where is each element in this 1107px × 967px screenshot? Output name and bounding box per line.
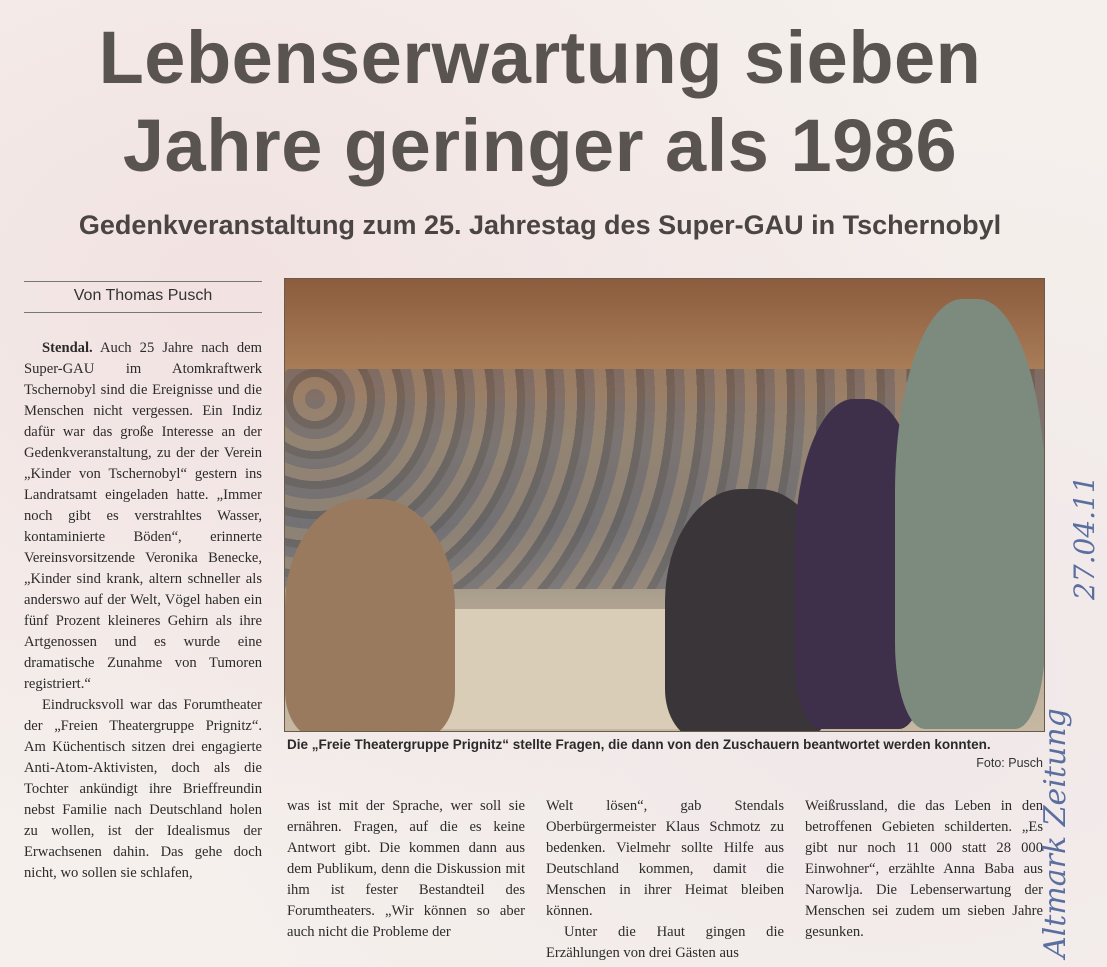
paragraph: was ist mit der Sprache, wer soll sie ernähren. Fragen, auf die es keine Antwort gibt. Die kommen dann aus dem Publikum, denn die Diskussion mit ihm ist fester Bestandteil des Forumtheaters. „Wir können so aber auch nicht die Probleme der (287, 798, 525, 940)
adjacent-article-fragment (1046, 0, 1107, 230)
photo-person-left (285, 499, 455, 732)
column-1 (24, 338, 262, 884)
byline: Von Thomas Pusch (73, 287, 213, 304)
paragraph (24, 338, 262, 695)
paragraph: Unter die Haut gingen die Erzählungen von drei Gästen aus (546, 924, 784, 961)
article-photo (284, 278, 1045, 732)
dateline: Stendal. (42, 340, 93, 356)
headline-line-1: Lebenserwartung sieben (98, 16, 982, 99)
byline-rule-top (24, 281, 262, 282)
paragraph: Welt lösen“, gab Stendals Oberbürgermeister Klaus Schmotz zu bedenken. Vielmehr sollte Hilfe aus Deutschland kommen, damit die Menschen in ihrer Heimat bleiben können. (546, 798, 784, 919)
paragraph: Weißrussland, die das Leben in den betroffenen Gebieten schilderten. „Es gibt nur noch 11 000 statt 28 000 Einwohner“, erzählte Anna Baba aus Narowlja. Die Lebenserwartung der Menschen sei zudem um sieben Jahre gesunken. (805, 798, 1043, 940)
photo-caption: Die „Freie Theatergruppe Prignitz“ stellte Fragen, die dann von den Zuschauern beantwortet werden konnten. (287, 737, 991, 752)
handwritten-date-note: 27.04.11 (1068, 475, 1101, 600)
column-2 (287, 796, 525, 943)
paragraph: Eindrucksvoll war das Forumtheater der „Freien Theatergruppe Prignitz“. Am Küchentisch sitzen drei engagierte Anti-Atom-Aktivisten, doch als die Tochter ankündigt ihre Brieffreundin nebst Familie nach Deutschland holen zu wollen, ist der Idealismus der Erwachsenen dahin. Das gehe doch nicht, wo sollen sie schlafen, (24, 697, 262, 881)
paragraph-text: Auch 25 Jahre nach dem Super-GAU im Atomkraftwerk Tschernobyl sind die Ereignisse und die Menschen nicht vergessen. Ein Indiz dafür war das große Interesse an der Gedenkveranstaltung, zu der der Verein „Kinder von Tschernobyl“ gestern ins Landratsamt eingeladen hatte. „Immer noch gibt es verstrahltes Wasser, kontaminierte Böden“, erinnerte Vereinsvorsitzende Veronika Benecke, „Kinder sind krank, altern schneller als anderswo auf der Welt, Vögel haben ein fünf Prozent kleineres Gehirn als ihre Artgenossen und es wurde eine dramatische Zunahme von Tumoren registriert.“ (24, 340, 263, 692)
column-4 (805, 796, 1043, 943)
photo-credit: Foto: Pusch (976, 756, 1043, 770)
subheadline: Gedenkveranstaltung zum 25. Jahrestag des Super-GAU in Tschernobyl (78, 210, 1002, 240)
byline-rule-bottom (24, 312, 262, 313)
photo-person-standing (895, 299, 1045, 729)
headline (60, 14, 1020, 190)
headline-line-2: Jahre geringer als 1986 (122, 104, 958, 187)
column-3 (546, 796, 784, 964)
handwritten-source-note: Altmark Zeitung (1038, 708, 1073, 958)
